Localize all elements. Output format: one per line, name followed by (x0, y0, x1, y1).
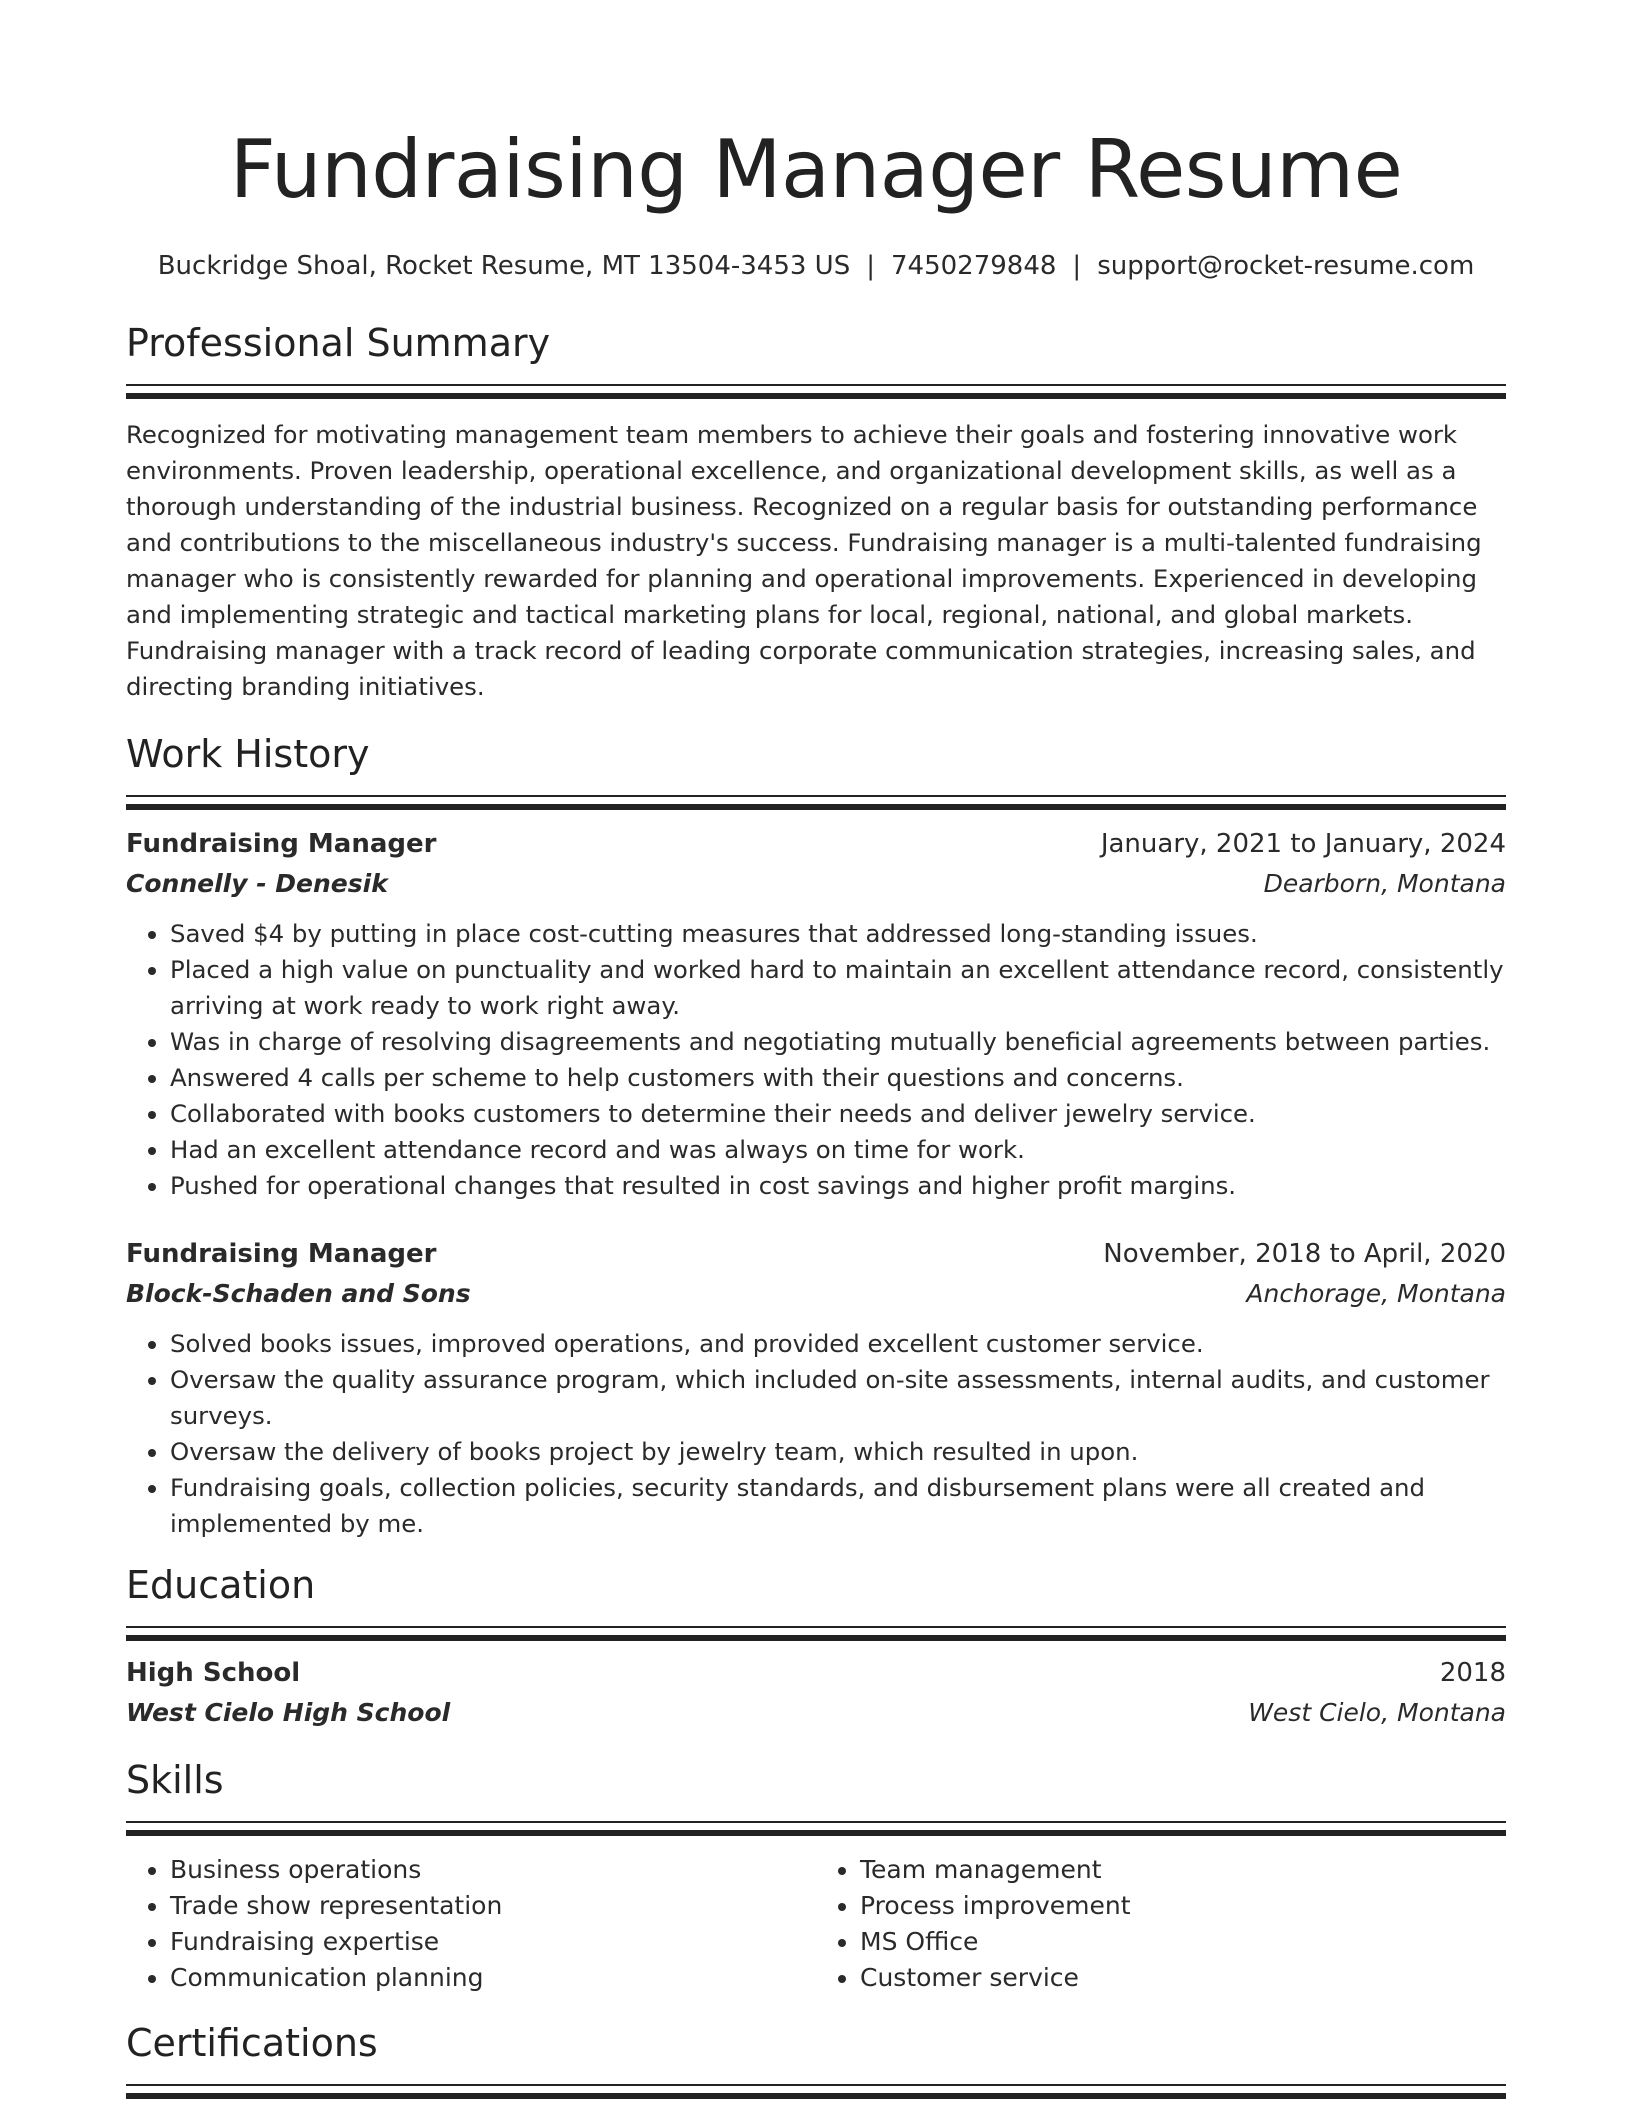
education-entry (126, 1653, 1506, 1733)
section-heading: Work History (126, 732, 370, 776)
job-bullets (126, 1326, 1506, 1542)
skill-item: • Fundraising expertise (170, 1924, 816, 1960)
skills-left-column (126, 1852, 816, 1996)
job-header (126, 1234, 1506, 1274)
skill-item: • Process improvement (860, 1888, 1506, 1924)
list-item: • Fundraising goals, collection policies, security standards, and disbursement plans were all created and implemented by me. (170, 1470, 1506, 1542)
skills-columns (126, 1852, 1506, 1996)
education-school: West Cielo High School (126, 1698, 451, 1727)
skills-right-column (816, 1852, 1506, 1996)
list-item: • Solved books issues, improved operations, and provided excellent customer service. (170, 1326, 1506, 1362)
job-entry (126, 824, 1506, 1204)
job-title: Fundraising Manager (126, 829, 437, 859)
section-heading: Skills (126, 1758, 224, 1802)
job-location: Anchorage, Montana (1246, 1279, 1506, 1308)
resume-title: Fundraising Manager Resume (229, 123, 1403, 216)
job-subheader (126, 1274, 1506, 1314)
job-company: Connelly - Denesik (126, 869, 388, 898)
job-dates: November, 2018 to April, 2020 (1103, 1239, 1506, 1269)
contact-separator: | (1072, 251, 1082, 281)
education-year: 2018 (1439, 1658, 1506, 1688)
job-dates: January, 2021 to January, 2024 (1100, 829, 1506, 859)
education-header (126, 1653, 1506, 1693)
list-item: • Oversaw the delivery of books project by jewelry team, which resulted in upon. (170, 1434, 1506, 1470)
section-divider (126, 2084, 1506, 2099)
section-divider (126, 1626, 1506, 1641)
skills-section (126, 1755, 1506, 1996)
skill-item: • Customer service (860, 1960, 1506, 1996)
education-section (126, 1560, 1506, 1733)
job-bullets (126, 916, 1506, 1204)
work-history-section (126, 729, 1506, 1542)
summary-section (126, 318, 1506, 705)
education-subheader (126, 1693, 1506, 1733)
job-location: Dearborn, Montana (1263, 869, 1506, 898)
job-entry (126, 1234, 1506, 1542)
section-heading: Professional Summary (126, 321, 551, 365)
list-item: • Collaborated with books customers to determine their needs and deliver jewelry service. (170, 1096, 1506, 1132)
skill-item: • Team management (860, 1852, 1506, 1888)
contact-email: support@rocket-resume.com (1097, 251, 1475, 281)
list-item: • Pushed for operational changes that resulted in cost savings and higher profit margins. (170, 1168, 1506, 1204)
skill-item: • Trade show representation (170, 1888, 816, 1924)
certifications-section (126, 2018, 1506, 2099)
contact-line (126, 248, 1506, 284)
education-degree: High School (126, 1658, 301, 1688)
section-heading: Certifications (126, 2021, 378, 2065)
skill-item: • Communication planning (170, 1960, 816, 1996)
section-heading: Education (126, 1563, 316, 1607)
education-location: West Cielo, Montana (1248, 1698, 1506, 1727)
list-item: • Saved $4 by putting in place cost-cutting measures that addressed long-standing issues. (170, 916, 1506, 952)
job-header (126, 824, 1506, 864)
list-item: • Placed a high value on punctuality and worked hard to maintain an excellent attendance record, consistently arriving at work ready to work right away. (170, 952, 1506, 1024)
section-divider (126, 1821, 1506, 1836)
skill-item: • Business operations (170, 1852, 816, 1888)
job-subheader (126, 864, 1506, 904)
section-divider (126, 384, 1506, 399)
list-item: • Answered 4 calls per scheme to help customers with their questions and concerns. (170, 1060, 1506, 1096)
contact-address: Buckridge Shoal, Rocket Resume, MT 13504-3453 US (157, 251, 851, 281)
list-item: • Was in charge of resolving disagreements and negotiating mutually beneficial agreements between parties. (170, 1024, 1506, 1060)
skill-item: • MS Office (860, 1924, 1506, 1960)
summary-text: Recognized for motivating management team members to achieve their goals and fostering innovative work environments. Proven leadership, operational excellence, and organizational development skills, as well as a thorough understanding of the industrial business. Recognized on a regular basis for outstanding performance and contributions to the miscellaneous industry's success. Fundraising manager is a multi-talented fundraising manager who is consistently rewarded for planning and operational improvements. Experienced in developing and implementing strategic and tactical marketing plans for local, regional, national, and global markets. Fundraising manager with a track record of leading corporate communication strategies, increasing sales, and directing branding initiatives. (126, 420, 1482, 701)
job-title: Fundraising Manager (126, 1239, 437, 1269)
contact-phone: 7450279848 (891, 251, 1057, 281)
list-item: • Had an excellent attendance record and was always on time for work. (170, 1132, 1506, 1168)
section-divider (126, 795, 1506, 810)
contact-separator: | (866, 251, 875, 281)
list-item: • Oversaw the quality assurance program, which included on-site assessments, internal audits, and customer surveys. (170, 1362, 1506, 1434)
job-company: Block-Schaden and Sons (126, 1279, 471, 1308)
